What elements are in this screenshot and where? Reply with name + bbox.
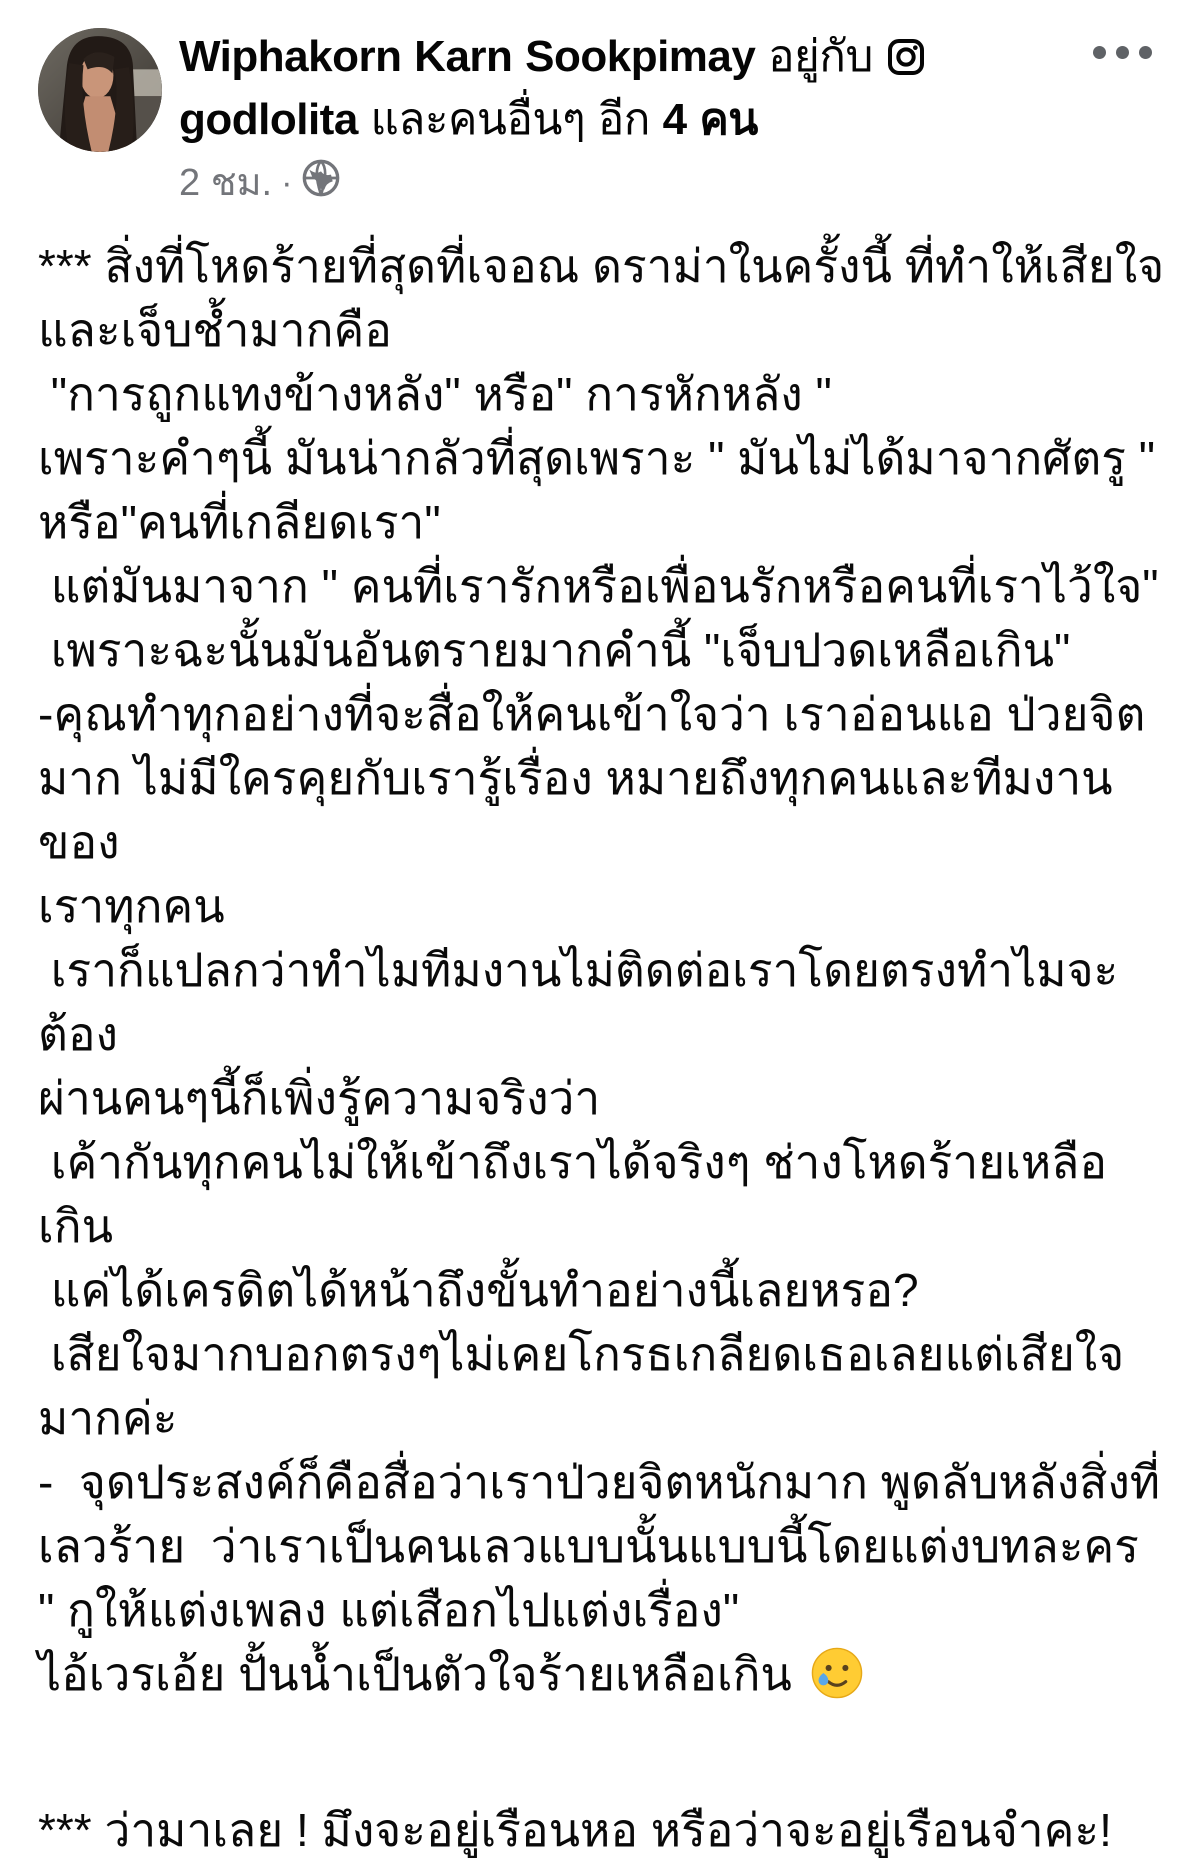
post-text-line: เสียใจมากบอกตรงๆไม่เคยโกรธเกลียดเธอเลยแต่เสียใจ <box>38 1328 1125 1380</box>
post-text-line: *** ว่ามาเลย ! มึงจะอยู่เรือนหอ หรือว่าจะอยู่เรือนจำคะ! <box>38 1804 1112 1856</box>
author-name-link[interactable]: Wiphakorn Karn Sookpimay <box>179 32 756 81</box>
post-text-line: ผ่านคนๆนี้ก็เพิ่งรู้ความจริงว่า <box>38 1072 601 1124</box>
avatar[interactable] <box>38 28 162 152</box>
post-text-line: *** สิ่งที่โหดร้ายที่สุดที่เจอณ ดราม่าในครั้งนี้ ที่ทำให้เสียใจ <box>38 240 1165 292</box>
post-text-line: และเจ็บช้ำมากคือ <box>38 304 392 356</box>
post-meta <box>179 158 1089 208</box>
post-body-text <box>0 208 1200 1862</box>
post-text-line: มากค่ะ <box>38 1392 178 1444</box>
post-text-line: แต่มันมาจาก " คนที่เรารักหรือเพื่อนรักหรือคนที่เราไว้ใจ" <box>38 560 1159 612</box>
post-text-line: " กูให้แต่งเพลง แต่เสือกไปแต่งเรื่อง" <box>38 1584 740 1636</box>
post-text-line: เพราะคำๆนี้ มันน่ากลัวที่สุดเพราะ " มันไม่ได้มาจากศัตรู " <box>38 432 1156 484</box>
post-options-button[interactable] <box>1087 40 1158 65</box>
others-prefix: และคนอื่นๆ อีก <box>357 95 663 144</box>
post-header <box>0 0 1200 208</box>
tagged-handle-link[interactable]: godlolita <box>179 95 358 144</box>
smiling-face-with-tear-emoji-icon <box>811 1647 863 1699</box>
ellipsis-dot <box>1116 46 1129 59</box>
header-text <box>179 28 1089 208</box>
post-text-line: - จุดประสงค์ก็คือสื่อว่าเราป่วยจิตหนักมาก พูดลับหลังสิ่งที่ <box>38 1456 1161 1508</box>
post-text-line: เราทุกคน <box>38 880 225 932</box>
ellipsis-dot <box>1139 46 1152 59</box>
post-text-line: เค้ากันทุกคนไม่ให้เข้าถึงเราได้จริงๆ ช่างโหดร้ายเหลือเกิน <box>38 1136 1107 1252</box>
timestamp-link[interactable]: 2 ชม. <box>179 162 273 204</box>
post-text-line: ไอ้เวรเอ้ย ปั้นน้ำเป็นตัวใจร้ายเหลือเกิน <box>38 1642 1172 1706</box>
post-text-line: หรือ"คนที่เกลียดเรา" <box>38 496 441 548</box>
ellipsis-dot <box>1093 46 1106 59</box>
post-text-line: แค่ได้เครดิตได้หน้าถึงขั้นทำอย่างนี้เลยหรอ? <box>38 1264 919 1316</box>
post-text-line: เลวร้าย ว่าเราเป็นคนเลวแบบนั้นแบบนี้โดยแต่งบทละคร <box>38 1520 1139 1572</box>
meta-separator: · <box>281 164 293 202</box>
post-text-line: -คุณทำทุกอย่างที่จะสื่อให้คนเข้าใจว่า เราอ่อนแอ ป่วยจิต <box>38 688 1146 740</box>
others-count-link[interactable]: 4 คน <box>662 95 758 144</box>
post-text-line: มาก ไม่มีใครคุยกับเรารู้เรื่อง หมายถึงทุกคนและทีมงานของ <box>38 752 1113 868</box>
post-byline <box>179 28 1089 148</box>
instagram-icon <box>886 34 926 91</box>
with-label: อยู่กับ <box>755 32 886 81</box>
globe-icon <box>301 158 341 208</box>
post-text-line <box>38 1706 1172 1798</box>
avatar-image <box>38 28 162 152</box>
post-text-line: เราก็แปลกว่าทำไมทีมงานไม่ติดต่อเราโดยตรงทำไมจะต้อง <box>38 944 1119 1060</box>
post-text-line: "การถูกแทงข้างหลัง" หรือ" การหักหลัง " <box>38 368 832 420</box>
post-text-line: เพราะฉะนั้นมันอันตรายมากคำนี้ "เจ็บปวดเหลือเกิน" <box>38 624 1071 676</box>
